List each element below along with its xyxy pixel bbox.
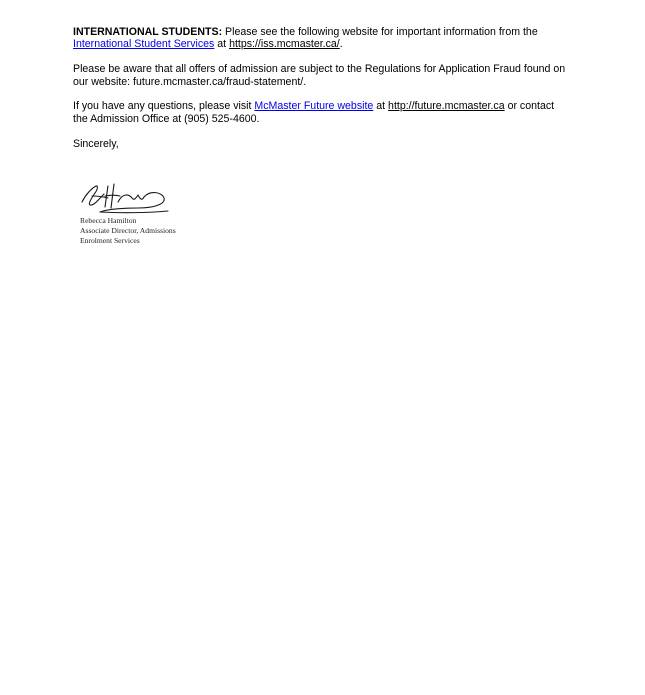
questions-line-2: the Admission Office at (905) 525-4600. xyxy=(73,112,260,125)
international-students-paragraph xyxy=(73,26,583,51)
international-text-1: Please see the following website for important information from the xyxy=(222,26,538,38)
signer-name: Rebecca Hamilton xyxy=(80,216,137,225)
questions-text-1: If you have any questions, please visit xyxy=(73,100,255,113)
international-text-2: at xyxy=(214,38,230,51)
mcmaster-future-website-link[interactable]: McMaster Future website xyxy=(254,100,374,113)
fraud-line-1: Please be aware that all offers of admission are subject to the Regulations for Application Fraud found on xyxy=(73,63,566,76)
questions-paragraph xyxy=(73,100,583,125)
international-students-label: INTERNATIONAL STUDENTS: xyxy=(73,26,223,38)
signer-department: Enrolment Services xyxy=(80,236,140,246)
international-student-services-link[interactable]: International Student Services xyxy=(73,38,215,51)
fraud-line-2: our website: future.mcmaster.ca/fraud-statement/. xyxy=(73,75,307,88)
future-url-link[interactable]: http://future.mcmaster.ca xyxy=(388,100,505,113)
handwritten-signature-icon xyxy=(78,180,174,220)
iss-url-link[interactable]: https://iss.mcmaster.ca/ xyxy=(229,38,340,51)
closing-salutation: Sincerely, xyxy=(73,137,119,150)
signature-block xyxy=(78,180,208,252)
signer-details xyxy=(80,216,176,247)
letter-body xyxy=(73,26,583,162)
signer-title: Associate Director, Admissions xyxy=(80,226,176,236)
questions-text-3: or contact xyxy=(504,100,555,113)
international-text-3: . xyxy=(339,38,343,51)
fraud-paragraph xyxy=(73,63,583,88)
questions-text-2: at xyxy=(373,100,389,113)
